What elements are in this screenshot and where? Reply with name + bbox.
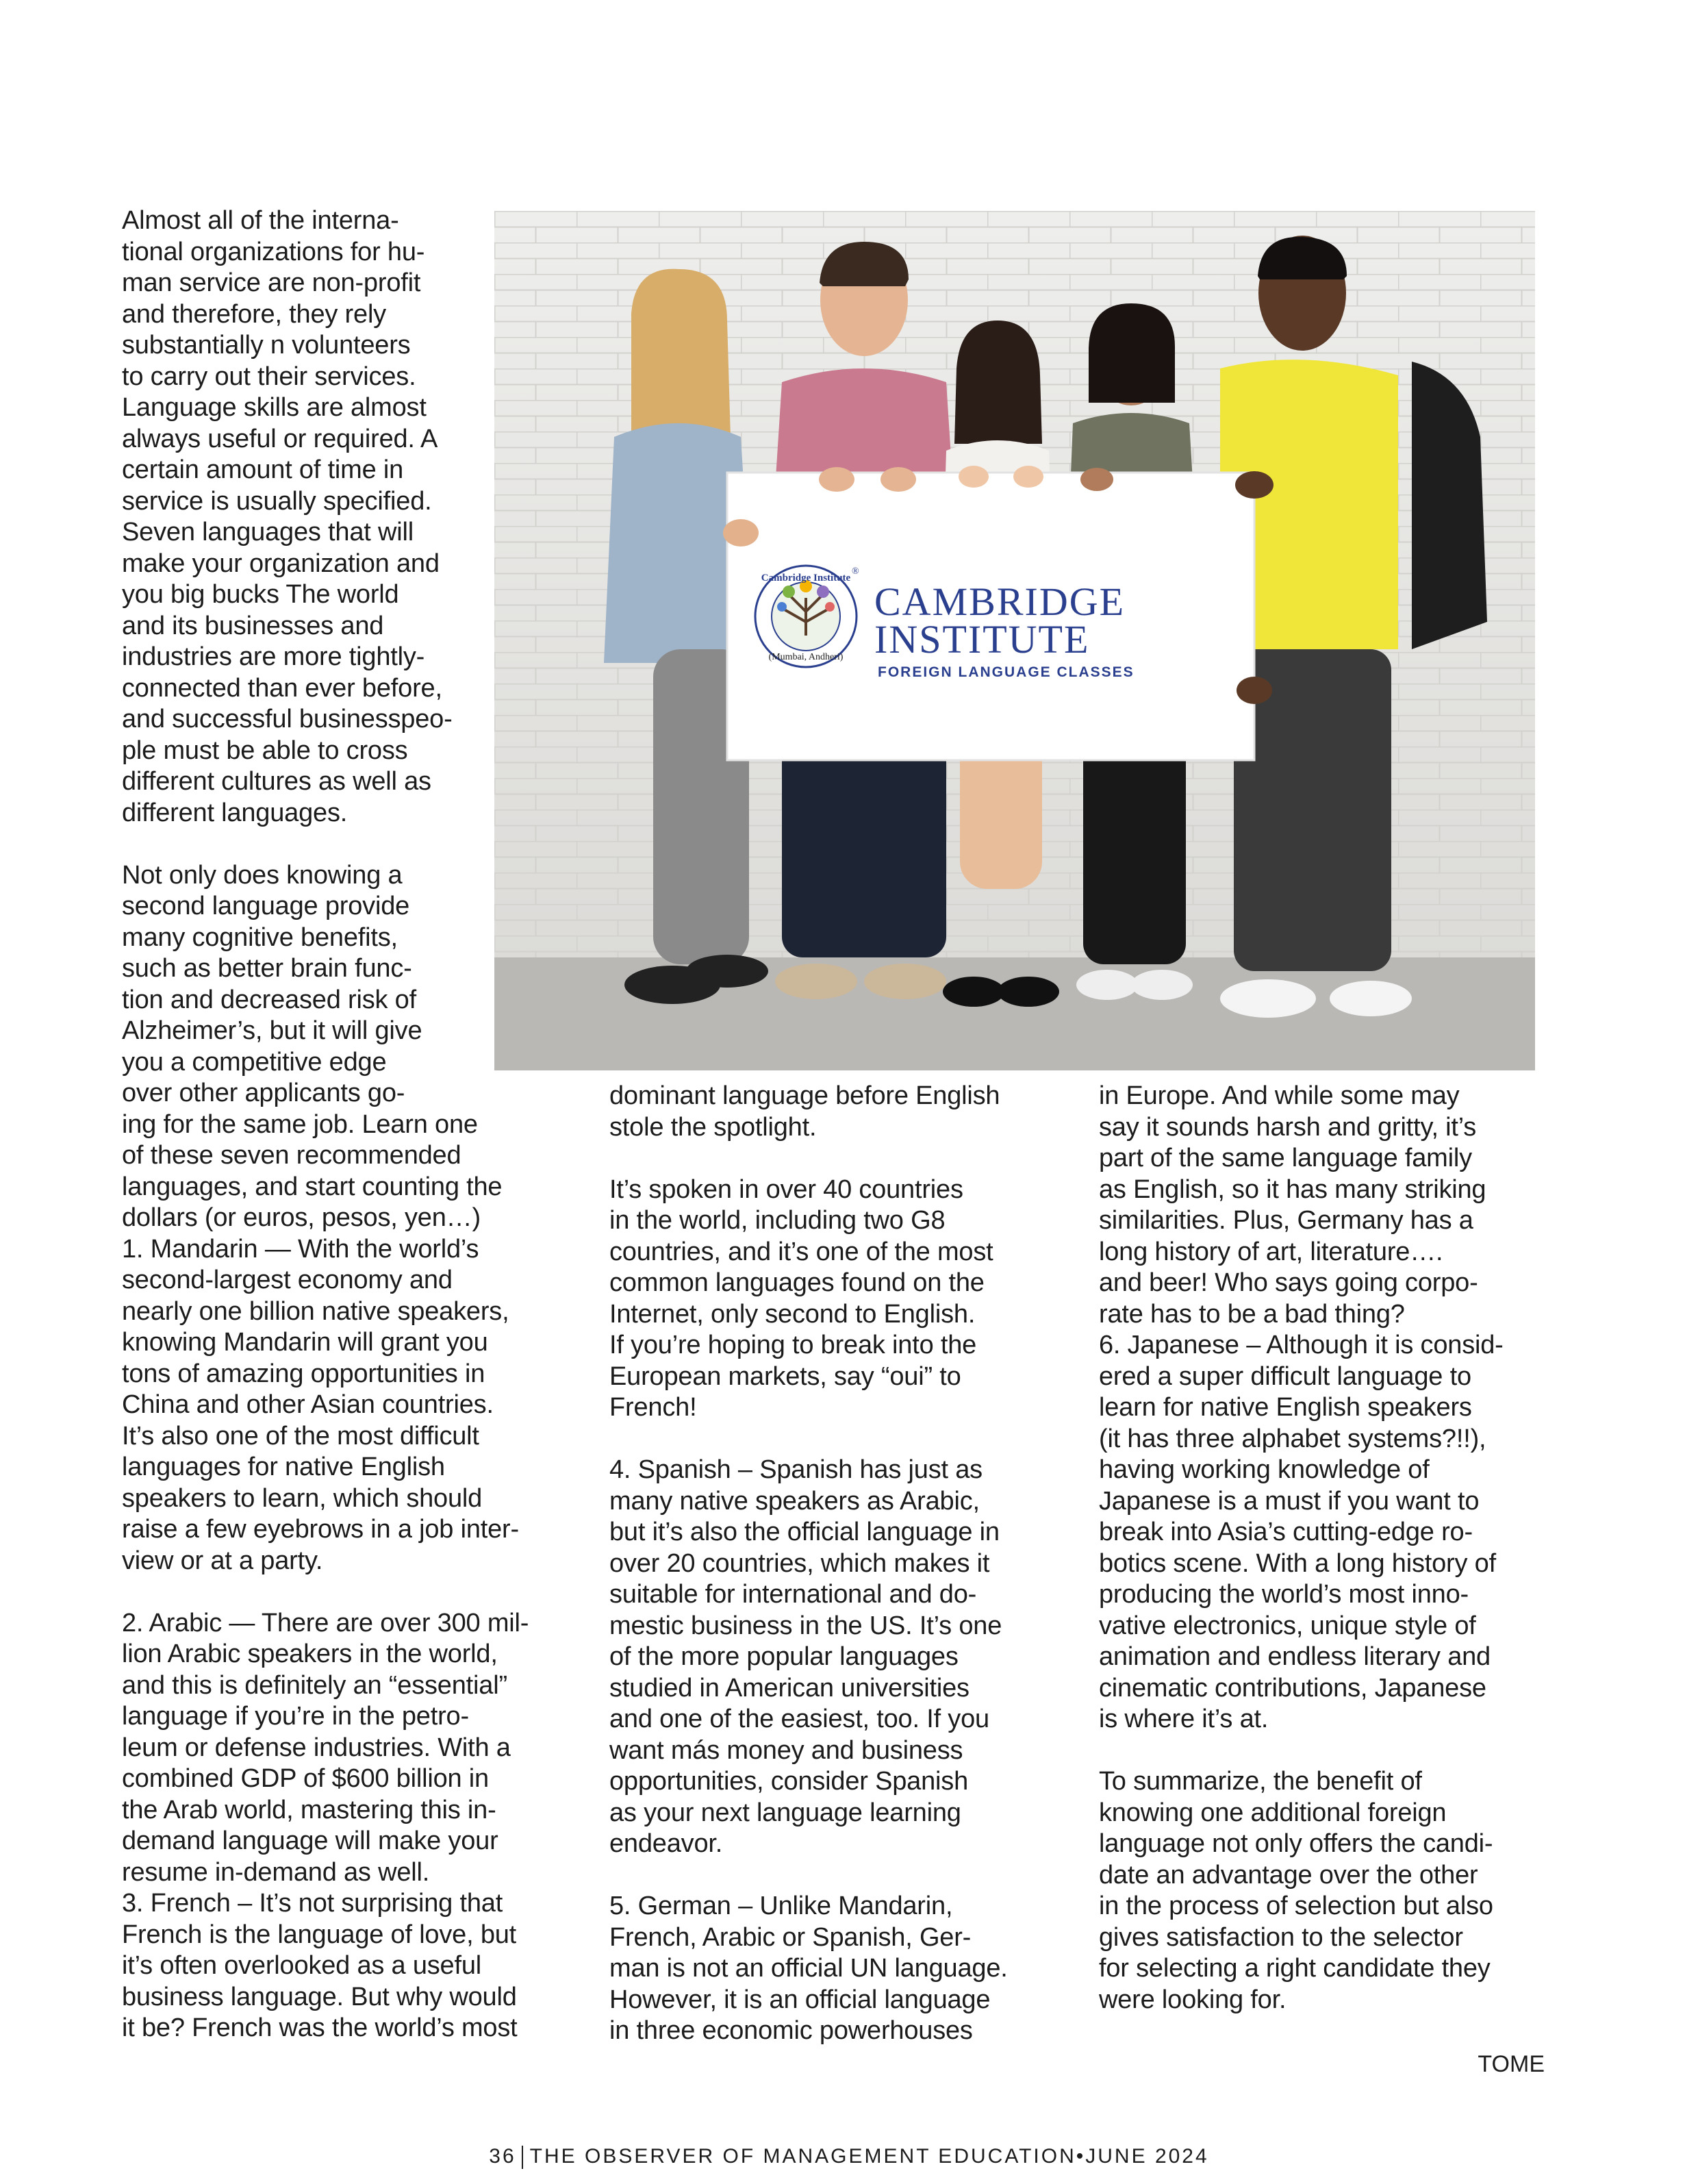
text-line: French!	[609, 1393, 697, 1422]
text-line: ple must be able to cross	[122, 736, 408, 765]
text-line: view or at a party.	[122, 1546, 323, 1575]
text-line: as English, so it has many striking	[1099, 1175, 1486, 1204]
sign-seal-mark: ®	[852, 566, 859, 577]
text-line: different languages.	[122, 798, 348, 827]
text-line: in the world, including two G8	[609, 1206, 946, 1235]
text-line: Internet, only second to English.	[609, 1299, 976, 1329]
text-line: rate has to be a bad thing?	[1099, 1299, 1405, 1329]
text-line: many native speakers as Arabic,	[609, 1486, 980, 1516]
text-line	[609, 1424, 1008, 1455]
text-line: part of the same language family	[1099, 1144, 1472, 1172]
text-line: leum or defense industries. With a	[122, 1733, 511, 1762]
text-line: It’s spoken in over 40 countries	[609, 1175, 963, 1204]
text-line: 1. Mandarin — With the world’s	[122, 1234, 479, 1264]
footer-separator	[522, 2146, 523, 2169]
text-line: make your organization and	[122, 549, 440, 578]
text-line: demand language will make your	[122, 1827, 498, 1855]
text-line: animation and endless literary and	[1099, 1642, 1491, 1671]
text-line: China and other Asian countries.	[122, 1390, 494, 1419]
text-line: opportunities, consider Spanish	[609, 1767, 969, 1796]
text-line: European markets, say “oui” to	[609, 1361, 961, 1391]
text-line: language not only offers the candi-	[1099, 1829, 1493, 1858]
text-line: connected than ever before,	[122, 673, 442, 703]
text-line: learn for native English speakers	[1099, 1393, 1472, 1422]
text-line: service is usually specified.	[122, 486, 432, 516]
text-line: want más money and business	[609, 1735, 963, 1765]
text-line: Seven languages that will	[122, 518, 414, 547]
text-line: Not only does knowing a	[122, 860, 403, 890]
text-line: were looking for.	[1099, 1985, 1287, 2014]
text-line: but it’s also the official language in	[609, 1518, 1000, 1546]
sign-seal-top: Cambridge Institute	[761, 573, 851, 583]
text-line: second-largest economy and	[122, 1266, 453, 1294]
text-line	[122, 829, 529, 860]
text-line: certain amount of time in	[122, 455, 404, 484]
text-line: date an advantage over the other	[1099, 1860, 1478, 1890]
text-line: and therefore, they rely	[122, 299, 386, 329]
text-line: Language skills are almost	[122, 393, 427, 422]
text-line: similarities. Plus, Germany has a	[1099, 1206, 1473, 1235]
text-line: say it sounds harsh and gritty, it’s	[1099, 1112, 1477, 1142]
article-column-3	[1099, 1081, 1504, 2016]
text-line: tional organizations for hu-	[122, 237, 425, 266]
text-line	[122, 1577, 529, 1608]
text-line: man service are non-profit	[122, 268, 421, 297]
text-line: in the process of selection but also	[1099, 1892, 1493, 1920]
text-line: long history of art, literature….	[1099, 1237, 1443, 1266]
text-line: over 20 countries, which makes it	[609, 1548, 990, 1578]
text-line: of the more popular languages	[609, 1642, 959, 1671]
text-line: However, it is an official language	[609, 1985, 991, 2014]
text-line: studied in American universities	[609, 1673, 970, 1703]
text-line: as your next language learning	[609, 1798, 961, 1827]
text-line: speakers to learn, which should	[122, 1483, 483, 1513]
text-line: knowing one additional foreign	[1099, 1798, 1447, 1827]
sign-board	[727, 473, 1254, 760]
text-line: Japanese is a must if you want to	[1099, 1486, 1480, 1516]
author-byline: TOME	[1478, 2051, 1545, 2077]
text-line: dollars (or euros, pesos, yen…)	[122, 1203, 481, 1232]
text-line: lion Arabic speakers in the world,	[122, 1640, 498, 1668]
text-line: languages for native English	[122, 1453, 445, 1481]
article-column-1	[122, 205, 529, 2044]
text-line: of these seven recommended	[122, 1141, 461, 1170]
text-line: is where it’s at.	[1099, 1705, 1269, 1733]
text-line: and this is definitely an “essential”	[122, 1670, 507, 1700]
text-line: mestic business in the US. It’s one	[609, 1611, 1002, 1640]
text-line: vative electronics, unique style of	[1099, 1611, 1476, 1640]
text-line: and one of the easiest, too. If you	[609, 1705, 989, 1733]
text-line: tons of amazing opportunities in	[122, 1359, 485, 1388]
text-line: Almost all of the interna-	[122, 206, 399, 235]
text-line: raise a few eyebrows in a job inter-	[122, 1515, 519, 1544]
text-line	[609, 1143, 1008, 1175]
article-column-2	[609, 1081, 1008, 2047]
text-line: and its businesses and	[122, 611, 384, 640]
page-number: 36	[489, 2145, 516, 2168]
text-line: cinematic contributions, Japanese	[1099, 1673, 1486, 1703]
text-line: to carry out their services.	[122, 362, 416, 391]
text-line: languages, and start counting the	[122, 1172, 503, 1201]
sign-title-line2: INSTITUTE	[874, 617, 1090, 662]
text-line: different cultures as well as	[122, 767, 431, 796]
text-line: you big bucks The world	[122, 580, 399, 609]
text-line: man is not an official UN language.	[609, 1954, 1008, 1983]
text-line: always useful or required. A	[122, 424, 438, 453]
text-line: you a competitive edge	[122, 1047, 387, 1077]
text-line: tion and decreased risk of	[122, 985, 416, 1014]
text-line: resume in-demand as well.	[122, 1857, 430, 1887]
text-line: ing for the same job. Learn one	[122, 1109, 478, 1139]
text-line: gives satisfaction to the selector	[1099, 1922, 1463, 1952]
text-line: 5. German – Unlike Mandarin,	[609, 1892, 953, 1920]
text-line: break into Asia’s cutting-edge ro-	[1099, 1518, 1473, 1546]
text-line: over other applicants go-	[122, 1079, 405, 1107]
text-line: To summarize, the benefit of	[1099, 1767, 1422, 1796]
text-line: knowing Mandarin will grant you	[122, 1328, 488, 1357]
text-line: language if you’re in the petro-	[122, 1702, 469, 1731]
text-line: for selecting a right candidate they	[1099, 1954, 1491, 1983]
text-line: French is the language of love, but	[122, 1920, 517, 1949]
sign-seal-bottom: (Mumbai, Andheri)	[768, 652, 844, 662]
text-line: industries are more tightly-	[122, 642, 425, 671]
text-line: French, Arabic or Spanish, Ger-	[609, 1922, 972, 1952]
sign-title-line1: CAMBRIDGE	[874, 579, 1126, 624]
text-line: having working knowledge of	[1099, 1455, 1430, 1484]
text-line: common languages found on the	[609, 1268, 985, 1297]
students-with-sign-photo	[494, 211, 1535, 1070]
text-line: Alzheimer’s, but it will give	[122, 1016, 422, 1045]
text-line: If you’re hoping to break into the	[609, 1331, 977, 1359]
text-line: the Arab world, mastering this in-	[122, 1795, 496, 1824]
text-line: ered a super difficult language to	[1099, 1361, 1471, 1391]
text-line: business language. But why would	[122, 1982, 517, 2011]
sign-subtitle: FOREIGN LANGUAGE CLASSES	[878, 664, 1135, 680]
text-line: nearly one billion native speakers,	[122, 1296, 509, 1326]
text-line: countries, and it’s one of the most	[609, 1237, 993, 1266]
text-line: substantially n volunteers	[122, 331, 411, 360]
text-line: 4. Spanish – Spanish has just as	[609, 1455, 983, 1484]
text-line: such as better brain func-	[122, 954, 412, 983]
publication-title: THE OBSERVER OF MANAGEMENT EDUCATION•JUNE 2024	[529, 2145, 1209, 2168]
text-line: dominant language before English	[609, 1081, 1000, 1110]
text-line: producing the world’s most inno-	[1099, 1580, 1469, 1609]
text-line: many cognitive benefits,	[122, 922, 398, 952]
text-line: (it has three alphabet systems?!!),	[1099, 1424, 1486, 1453]
text-line: endeavor.	[609, 1829, 723, 1858]
text-line: combined GDP of $600 billion in	[122, 1764, 489, 1793]
text-line: second language provide	[122, 892, 410, 920]
text-line: and beer! Who says going corpo-	[1099, 1268, 1478, 1297]
text-line: It’s also one of the most difficult	[122, 1421, 479, 1451]
text-line: 3. French – It’s not surprising that	[122, 1889, 503, 1918]
text-line: 2. Arabic — There are over 300 mil-	[122, 1608, 529, 1637]
text-line: suitable for international and do-	[609, 1580, 977, 1609]
text-line	[1099, 1735, 1504, 1767]
text-line: it’s often overlooked as a useful	[122, 1951, 482, 1980]
text-line: 6. Japanese – Although it is consid-	[1099, 1331, 1504, 1359]
text-line: in three economic powerhouses	[609, 2016, 973, 2045]
text-line	[609, 1860, 1008, 1892]
page-footer	[0, 2145, 1698, 2169]
text-line: and successful businesspeo-	[122, 705, 453, 733]
text-line: it be? French was the world’s most	[122, 2013, 518, 2042]
text-line: botics scene. With a long history of	[1099, 1548, 1496, 1578]
text-line: in Europe. And while some may	[1099, 1081, 1460, 1110]
text-line: stole the spotlight.	[609, 1112, 817, 1142]
